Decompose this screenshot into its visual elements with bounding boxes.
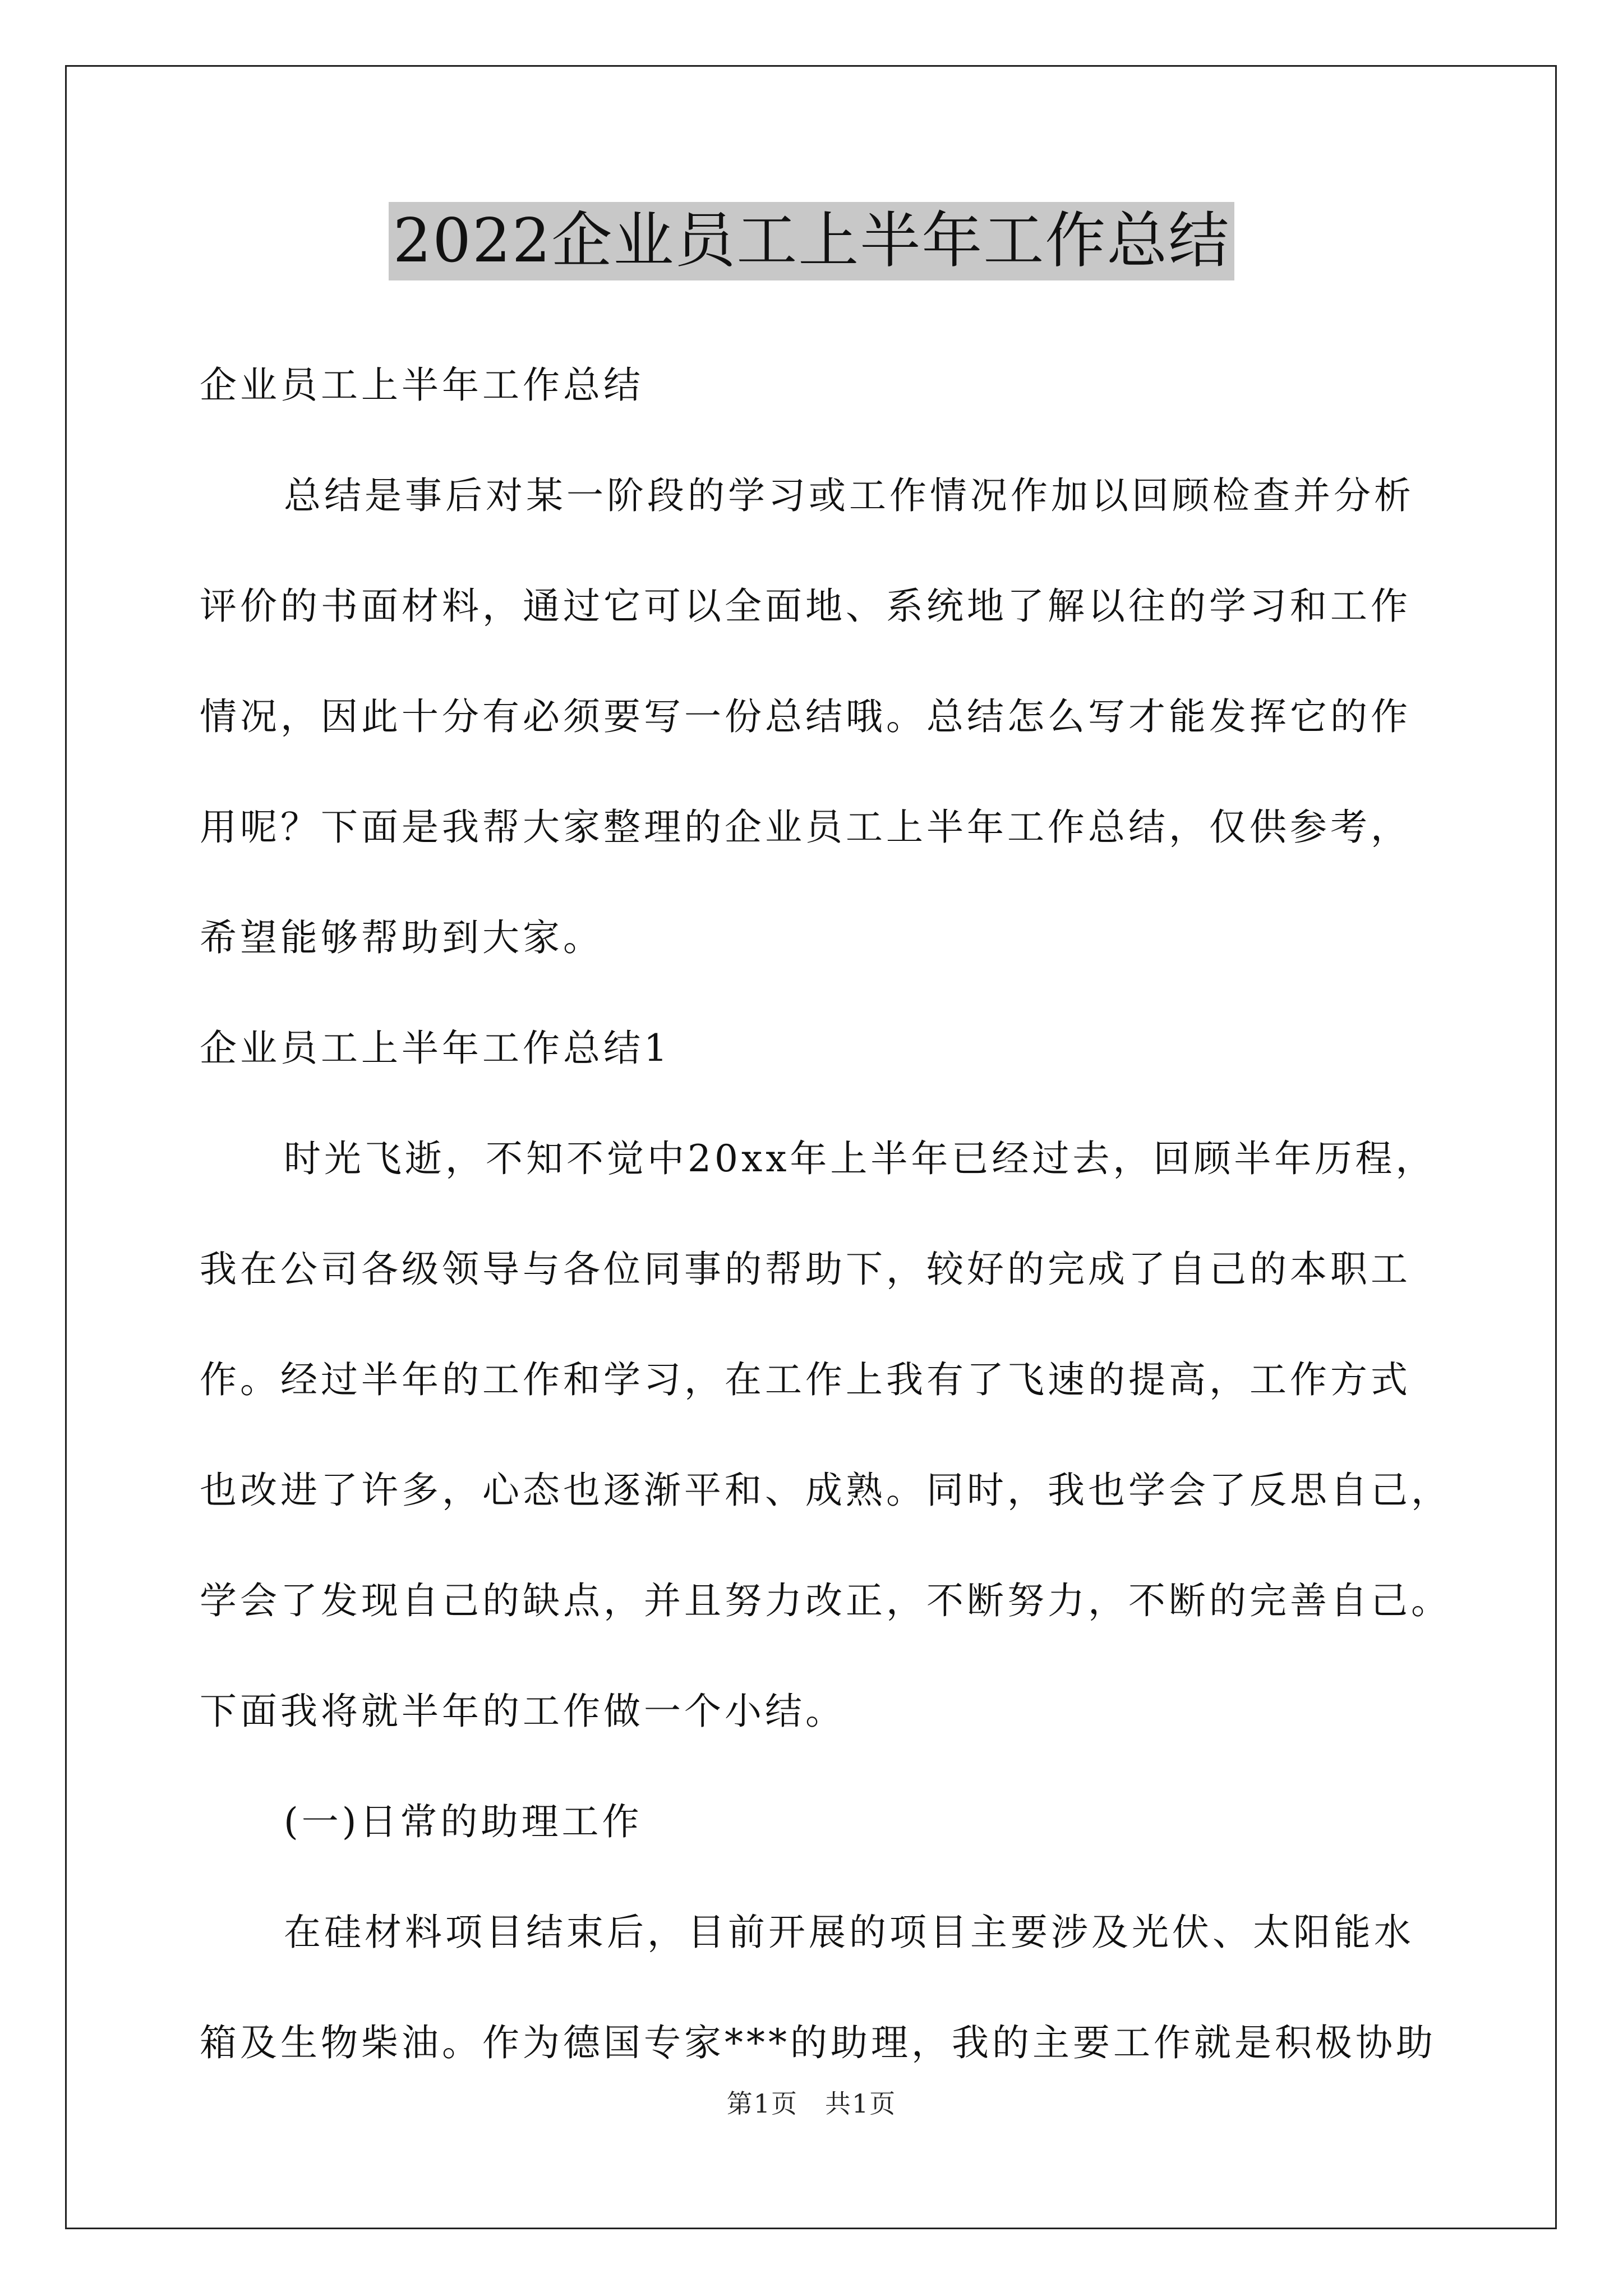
text-line: 也改进了许多，心态也逐渐平和、成熟。同时，我也学会了反思自己， [200,1469,1451,1512]
text-line: 用呢？下面是我帮大家整理的企业员工上半年工作总结，仅供参考， [200,806,1411,849]
text-line: 企业员工上半年工作总结1 [200,1027,671,1070]
document-body [200,330,1451,2098]
text-line: (一)日常的助理工作 [284,1800,643,1843]
text-line: 下面我将就半年的工作做一个小结。 [200,1690,846,1733]
text-line: 总结是事后对某一阶段的学习或工作情况作加以回顾检查并分析 [284,474,1414,517]
text-line: 希望能够帮助到大家。 [200,916,603,959]
text-line: 企业员工上半年工作总结 [200,364,644,407]
text-line: 情况，因此十分有必须要写一份总结哦。总结怎么写才能发挥它的作 [200,695,1411,738]
title-container [0,202,1623,280]
page-footer: 第1页 共1页 [726,2088,897,2119]
text-line: 箱及生物柴油。作为德国专家***的助理，我的主要工作就是积极协助 [200,2021,1436,2064]
text-line: 学会了发现自己的缺点，并且努力改正，不断努力，不断的完善自己。 [200,1579,1451,1622]
text-line: 我在公司各级领导与各位同事的帮助下，较好的完成了自己的本职工 [200,1248,1411,1291]
text-line: 在硅材料项目结束后，目前开展的项目主要涉及光伏、太阳能水 [284,1911,1414,1954]
text-line: 作。经过半年的工作和学习，在工作上我有了飞速的提高，工作方式 [200,1358,1411,1401]
text-line: 时光飞逝，不知不觉中20xx年上半年已经过去，回顾半年历程， [284,1137,1436,1180]
text-line: 评价的书面材料，通过它可以全面地、系统地了解以往的学习和工作 [200,585,1411,628]
document-title: 2022企业员工上半年工作总结 [389,202,1235,280]
